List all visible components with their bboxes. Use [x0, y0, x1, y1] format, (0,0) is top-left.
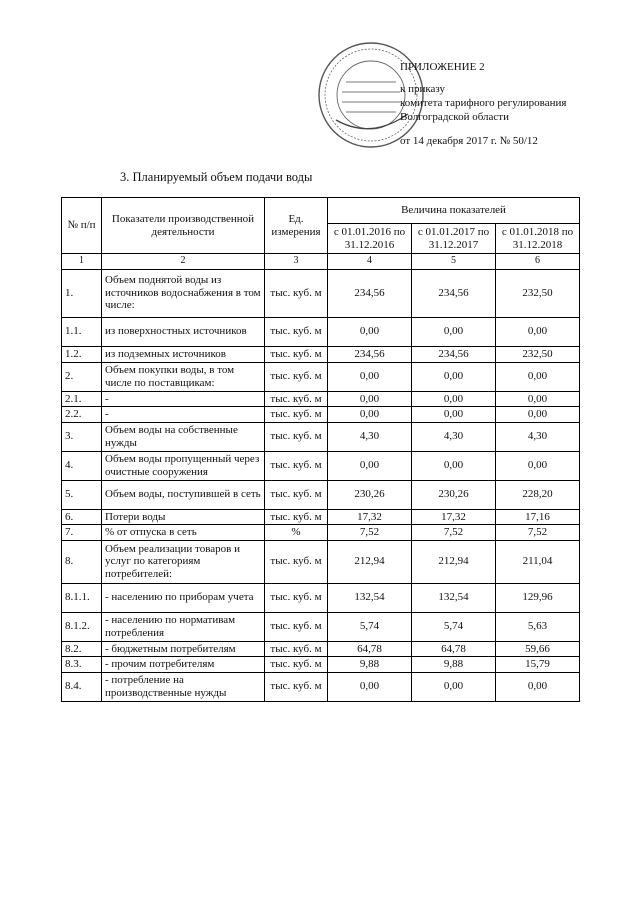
row-indicator: - населению по нормативам потребления	[102, 612, 265, 641]
row-number: 8.4.	[62, 672, 102, 701]
header-period-2016: с 01.01.2016 по 31.12.2016	[328, 224, 412, 254]
row-value-2017: 0,00	[412, 451, 496, 480]
row-unit: тыс. куб. м	[265, 612, 328, 641]
row-value-2017: 234,56	[412, 269, 496, 317]
appendix-line-region: Волгоградской области	[400, 111, 509, 123]
row-indicator: - бюджетным потребителям	[102, 641, 265, 657]
row-unit: тыс. куб. м	[265, 407, 328, 423]
row-number: 2.2.	[62, 407, 102, 423]
row-value-2018: 17,16	[496, 509, 580, 525]
header-num: № п/п	[62, 198, 102, 254]
column-index: 6	[496, 254, 580, 270]
row-number: 8.3.	[62, 657, 102, 673]
table-row	[62, 672, 580, 701]
row-unit: тыс. куб. м	[265, 362, 328, 391]
row-value-2018: 129,96	[496, 583, 580, 612]
row-number: 1.	[62, 269, 102, 317]
row-value-2016: 9,88	[328, 657, 412, 673]
table-row	[62, 391, 580, 407]
row-unit: тыс. куб. м	[265, 451, 328, 480]
row-indicator: Объем воды пропущенный через очистные сооружения	[102, 451, 265, 480]
row-value-2016: 132,54	[328, 583, 412, 612]
table-row	[62, 583, 580, 612]
row-unit: тыс. куб. м	[265, 540, 328, 583]
header-indicator: Показатели производственной деятельности	[102, 198, 265, 254]
appendix-line-date: от 14 декабря 2017 г. № 50/12	[400, 135, 538, 147]
column-index: 1	[62, 254, 102, 270]
row-unit: тыс. куб. м	[265, 657, 328, 673]
water-supply-table	[61, 197, 580, 702]
row-indicator: - населению по приборам учета	[102, 583, 265, 612]
table-row	[62, 407, 580, 423]
row-value-2016: 5,74	[328, 612, 412, 641]
table-row	[62, 540, 580, 583]
row-value-2017: 5,74	[412, 612, 496, 641]
row-value-2018: 4,30	[496, 422, 580, 451]
row-value-2016: 0,00	[328, 672, 412, 701]
row-number: 7.	[62, 525, 102, 541]
row-value-2017: 234,56	[412, 346, 496, 362]
row-value-2016: 234,56	[328, 269, 412, 317]
row-number: 8.2.	[62, 641, 102, 657]
table-row	[62, 480, 580, 509]
table-row	[62, 317, 580, 346]
table-row	[62, 657, 580, 673]
row-value-2016: 0,00	[328, 391, 412, 407]
table-row	[62, 422, 580, 451]
row-number: 5.	[62, 480, 102, 509]
row-value-2018: 0,00	[496, 362, 580, 391]
row-value-2018: 0,00	[496, 407, 580, 423]
row-unit: тыс. куб. м	[265, 641, 328, 657]
row-indicator: Объем реализации товаров и услуг по категориям потребителей:	[102, 540, 265, 583]
row-unit: тыс. куб. м	[265, 509, 328, 525]
row-unit: тыс. куб. м	[265, 480, 328, 509]
row-indicator: Объем покупки воды, в том числе по поставщикам:	[102, 362, 265, 391]
row-value-2017: 0,00	[412, 407, 496, 423]
row-value-2016: 0,00	[328, 317, 412, 346]
row-value-2016: 212,94	[328, 540, 412, 583]
row-value-2017: 17,32	[412, 509, 496, 525]
row-value-2017: 212,94	[412, 540, 496, 583]
column-index: 5	[412, 254, 496, 270]
row-unit: тыс. куб. м	[265, 422, 328, 451]
row-value-2016: 17,32	[328, 509, 412, 525]
row-value-2018: 228,20	[496, 480, 580, 509]
row-value-2018: 5,63	[496, 612, 580, 641]
row-indicator: % от отпуска в сеть	[102, 525, 265, 541]
table-row	[62, 451, 580, 480]
row-indicator: Объем поднятой воды из источников водоснабжения в том числе:	[102, 269, 265, 317]
row-value-2016: 7,52	[328, 525, 412, 541]
row-value-2017: 0,00	[412, 362, 496, 391]
row-value-2018: 0,00	[496, 317, 580, 346]
row-value-2018: 232,50	[496, 269, 580, 317]
row-value-2017: 230,26	[412, 480, 496, 509]
row-indicator: из поверхностных источников	[102, 317, 265, 346]
row-value-2017: 132,54	[412, 583, 496, 612]
row-value-2018: 232,50	[496, 346, 580, 362]
column-index: 2	[102, 254, 265, 270]
row-indicator: Объем воды, поступившей в сеть	[102, 480, 265, 509]
row-value-2016: 64,78	[328, 641, 412, 657]
row-indicator: -	[102, 391, 265, 407]
row-unit: тыс. куб. м	[265, 583, 328, 612]
table-row	[62, 346, 580, 362]
row-value-2016: 0,00	[328, 407, 412, 423]
table-row	[62, 641, 580, 657]
row-number: 2.1.	[62, 391, 102, 407]
appendix-header	[400, 60, 566, 148]
row-value-2017: 64,78	[412, 641, 496, 657]
row-indicator: -	[102, 407, 265, 423]
row-number: 4.	[62, 451, 102, 480]
row-unit: тыс. куб. м	[265, 391, 328, 407]
row-unit: тыс. куб. м	[265, 269, 328, 317]
row-number: 8.	[62, 540, 102, 583]
row-unit: %	[265, 525, 328, 541]
row-number: 8.1.1.	[62, 583, 102, 612]
header-period-2017: с 01.01.2017 по 31.12.2017	[412, 224, 496, 254]
row-value-2016: 230,26	[328, 480, 412, 509]
row-value-2017: 0,00	[412, 672, 496, 701]
row-value-2016: 0,00	[328, 451, 412, 480]
row-number: 1.1.	[62, 317, 102, 346]
row-value-2018: 0,00	[496, 672, 580, 701]
row-value-2018: 0,00	[496, 451, 580, 480]
row-unit: тыс. куб. м	[265, 317, 328, 346]
row-value-2018: 211,04	[496, 540, 580, 583]
table-row	[62, 525, 580, 541]
row-unit: тыс. куб. м	[265, 346, 328, 362]
appendix-line-committee: комитета тарифного регулирования	[400, 97, 567, 109]
row-value-2016: 0,00	[328, 362, 412, 391]
table-row	[62, 509, 580, 525]
row-number: 2.	[62, 362, 102, 391]
row-value-2017: 7,52	[412, 525, 496, 541]
row-value-2017: 9,88	[412, 657, 496, 673]
row-indicator: - потребление на производственные нужды	[102, 672, 265, 701]
row-value-2018: 0,00	[496, 391, 580, 407]
column-index-row	[62, 254, 580, 270]
row-value-2017: 4,30	[412, 422, 496, 451]
row-value-2018: 7,52	[496, 525, 580, 541]
table-row	[62, 612, 580, 641]
row-indicator: Потери воды	[102, 509, 265, 525]
header-period-2018: с 01.01.2018 по 31.12.2018	[496, 224, 580, 254]
row-number: 3.	[62, 422, 102, 451]
row-value-2018: 59,66	[496, 641, 580, 657]
row-value-2016: 234,56	[328, 346, 412, 362]
row-unit: тыс. куб. м	[265, 672, 328, 701]
row-value-2016: 4,30	[328, 422, 412, 451]
row-indicator: Объем воды на собственные нужды	[102, 422, 265, 451]
row-indicator: - прочим потребителям	[102, 657, 265, 673]
column-index: 4	[328, 254, 412, 270]
row-number: 1.2.	[62, 346, 102, 362]
row-value-2017: 0,00	[412, 317, 496, 346]
header-unit: Ед. измерения	[265, 198, 328, 254]
table-row	[62, 362, 580, 391]
table-row	[62, 269, 580, 317]
row-indicator: из подземных источников	[102, 346, 265, 362]
appendix-title: ПРИЛОЖЕНИЕ 2	[400, 61, 485, 73]
row-value-2018: 15,79	[496, 657, 580, 673]
row-value-2017: 0,00	[412, 391, 496, 407]
section-title: 3. Планируемый объем подачи воды	[120, 170, 313, 184]
column-index: 3	[265, 254, 328, 270]
appendix-line-order: к приказу	[400, 83, 446, 95]
row-number: 6.	[62, 509, 102, 525]
row-number: 8.1.2.	[62, 612, 102, 641]
header-values-group: Величина показателей	[328, 198, 580, 224]
